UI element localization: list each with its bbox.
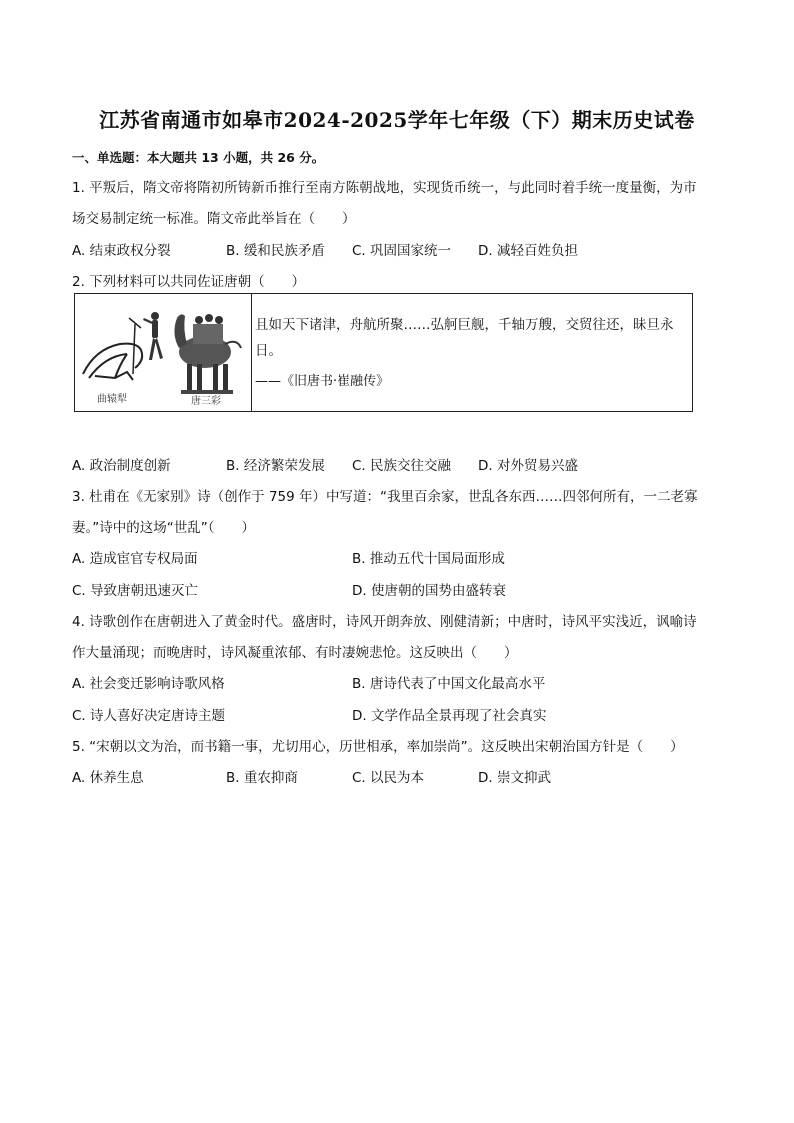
q5-option-a[interactable]: A. 休养生息: [72, 770, 144, 786]
q2-option-d[interactable]: D. 对外贸易兴盛: [478, 458, 578, 474]
q2-quote: 且如天下诸津，舟航所聚……弘舸巨舰，千轴万艘，交贸往还，昧旦永日。: [255, 317, 674, 359]
q2-option-a[interactable]: A. 政治制度创新: [72, 458, 171, 474]
table-divider: [251, 294, 252, 411]
q2-material-table: [74, 293, 693, 412]
q2-quote-source: ——《旧唐书·崔融传》: [255, 374, 390, 389]
q3-option-d[interactable]: D. 使唐朝的国势由盛转衰: [352, 583, 506, 599]
q1-option-c[interactable]: C. 巩固国家统一: [352, 243, 452, 259]
q4-option-b[interactable]: B. 唐诗代表了中国文化最高水平: [352, 676, 546, 692]
camel-icon: [174, 314, 241, 394]
curved-plow-icon: [83, 318, 142, 380]
farmer-figure-icon: [143, 312, 163, 360]
q3-stem-line2: 妻。”诗中的这场“世乱”（ ）: [72, 520, 255, 536]
q1-stem-line1: 1. 平叛后，隋文帝将隋初所铸新币推行至南方陈朝战地，实现货币统一，与此同时着手统一度量衡，为市: [72, 180, 697, 196]
q5-option-b[interactable]: B. 重农抑商: [226, 770, 298, 786]
q3-option-c[interactable]: C. 导致唐朝迅速灭亡: [72, 583, 199, 599]
q3-stem-line1: 3. 杜甫在《无家别》诗（创作于 759 年）中写道：“我里百余家，世乱各东西……四邻何所有，一二老寡: [72, 489, 698, 505]
q2-option-b[interactable]: B. 经济繁荣发展: [226, 458, 325, 474]
q1-option-d[interactable]: D. 减轻百姓负担: [478, 243, 578, 259]
q4-option-a[interactable]: A. 社会变迁影响诗歌风格: [72, 676, 225, 692]
q5-option-c[interactable]: C. 以民为本: [352, 770, 425, 786]
q2-images: [75, 294, 251, 411]
caption-sancai: 唐三彩: [191, 396, 221, 407]
q4-stem-line2: 作大量涌现；而晚唐时，诗风凝重浓郁、有时凄婉悲怆。这反映出（ ）: [72, 645, 518, 661]
q3-option-b[interactable]: B. 推动五代十国局面形成: [352, 551, 505, 567]
q1-option-a[interactable]: A. 结束政权分裂: [72, 243, 171, 259]
q4-option-c[interactable]: C. 诗人喜好决定唐诗主题: [72, 708, 226, 724]
q2-option-c[interactable]: C. 民族交往交融: [352, 458, 452, 474]
q1-stem-line2: 场交易制定统一标准。隋文帝此举旨在（ ）: [72, 211, 356, 227]
q5-option-d[interactable]: D. 崇文抑武: [478, 770, 551, 786]
q5-stem-line1: 5. “宋朝以文为治，而书籍一事，尤切用心，历世相承，率加崇尚”。这反映出宋朝治国方针是（ ）: [72, 739, 684, 755]
q3-option-a[interactable]: A. 造成宦官专权局面: [72, 551, 198, 567]
q2-stem-line1: 2. 下列材料可以共同佐证唐朝（ ）: [72, 274, 306, 290]
section-heading: 一、单选题：本大题共 13 小题，共 26 分。: [72, 150, 325, 165]
caption-plow: 曲辕犁: [97, 394, 127, 405]
exam-title: 江苏省南通市如皋市2024-2025学年七年级（下）期末历史试卷: [99, 108, 695, 132]
q4-option-d[interactable]: D. 文学作品全景再现了社会真实: [352, 708, 547, 724]
q1-option-b[interactable]: B. 缓和民族矛盾: [226, 243, 325, 259]
q4-stem-line1: 4. 诗歌创作在唐朝进入了黄金时代。盛唐时，诗风开朗奔放、刚健清新；中唐时，诗风平实浅近，讽喻诗: [72, 614, 697, 630]
